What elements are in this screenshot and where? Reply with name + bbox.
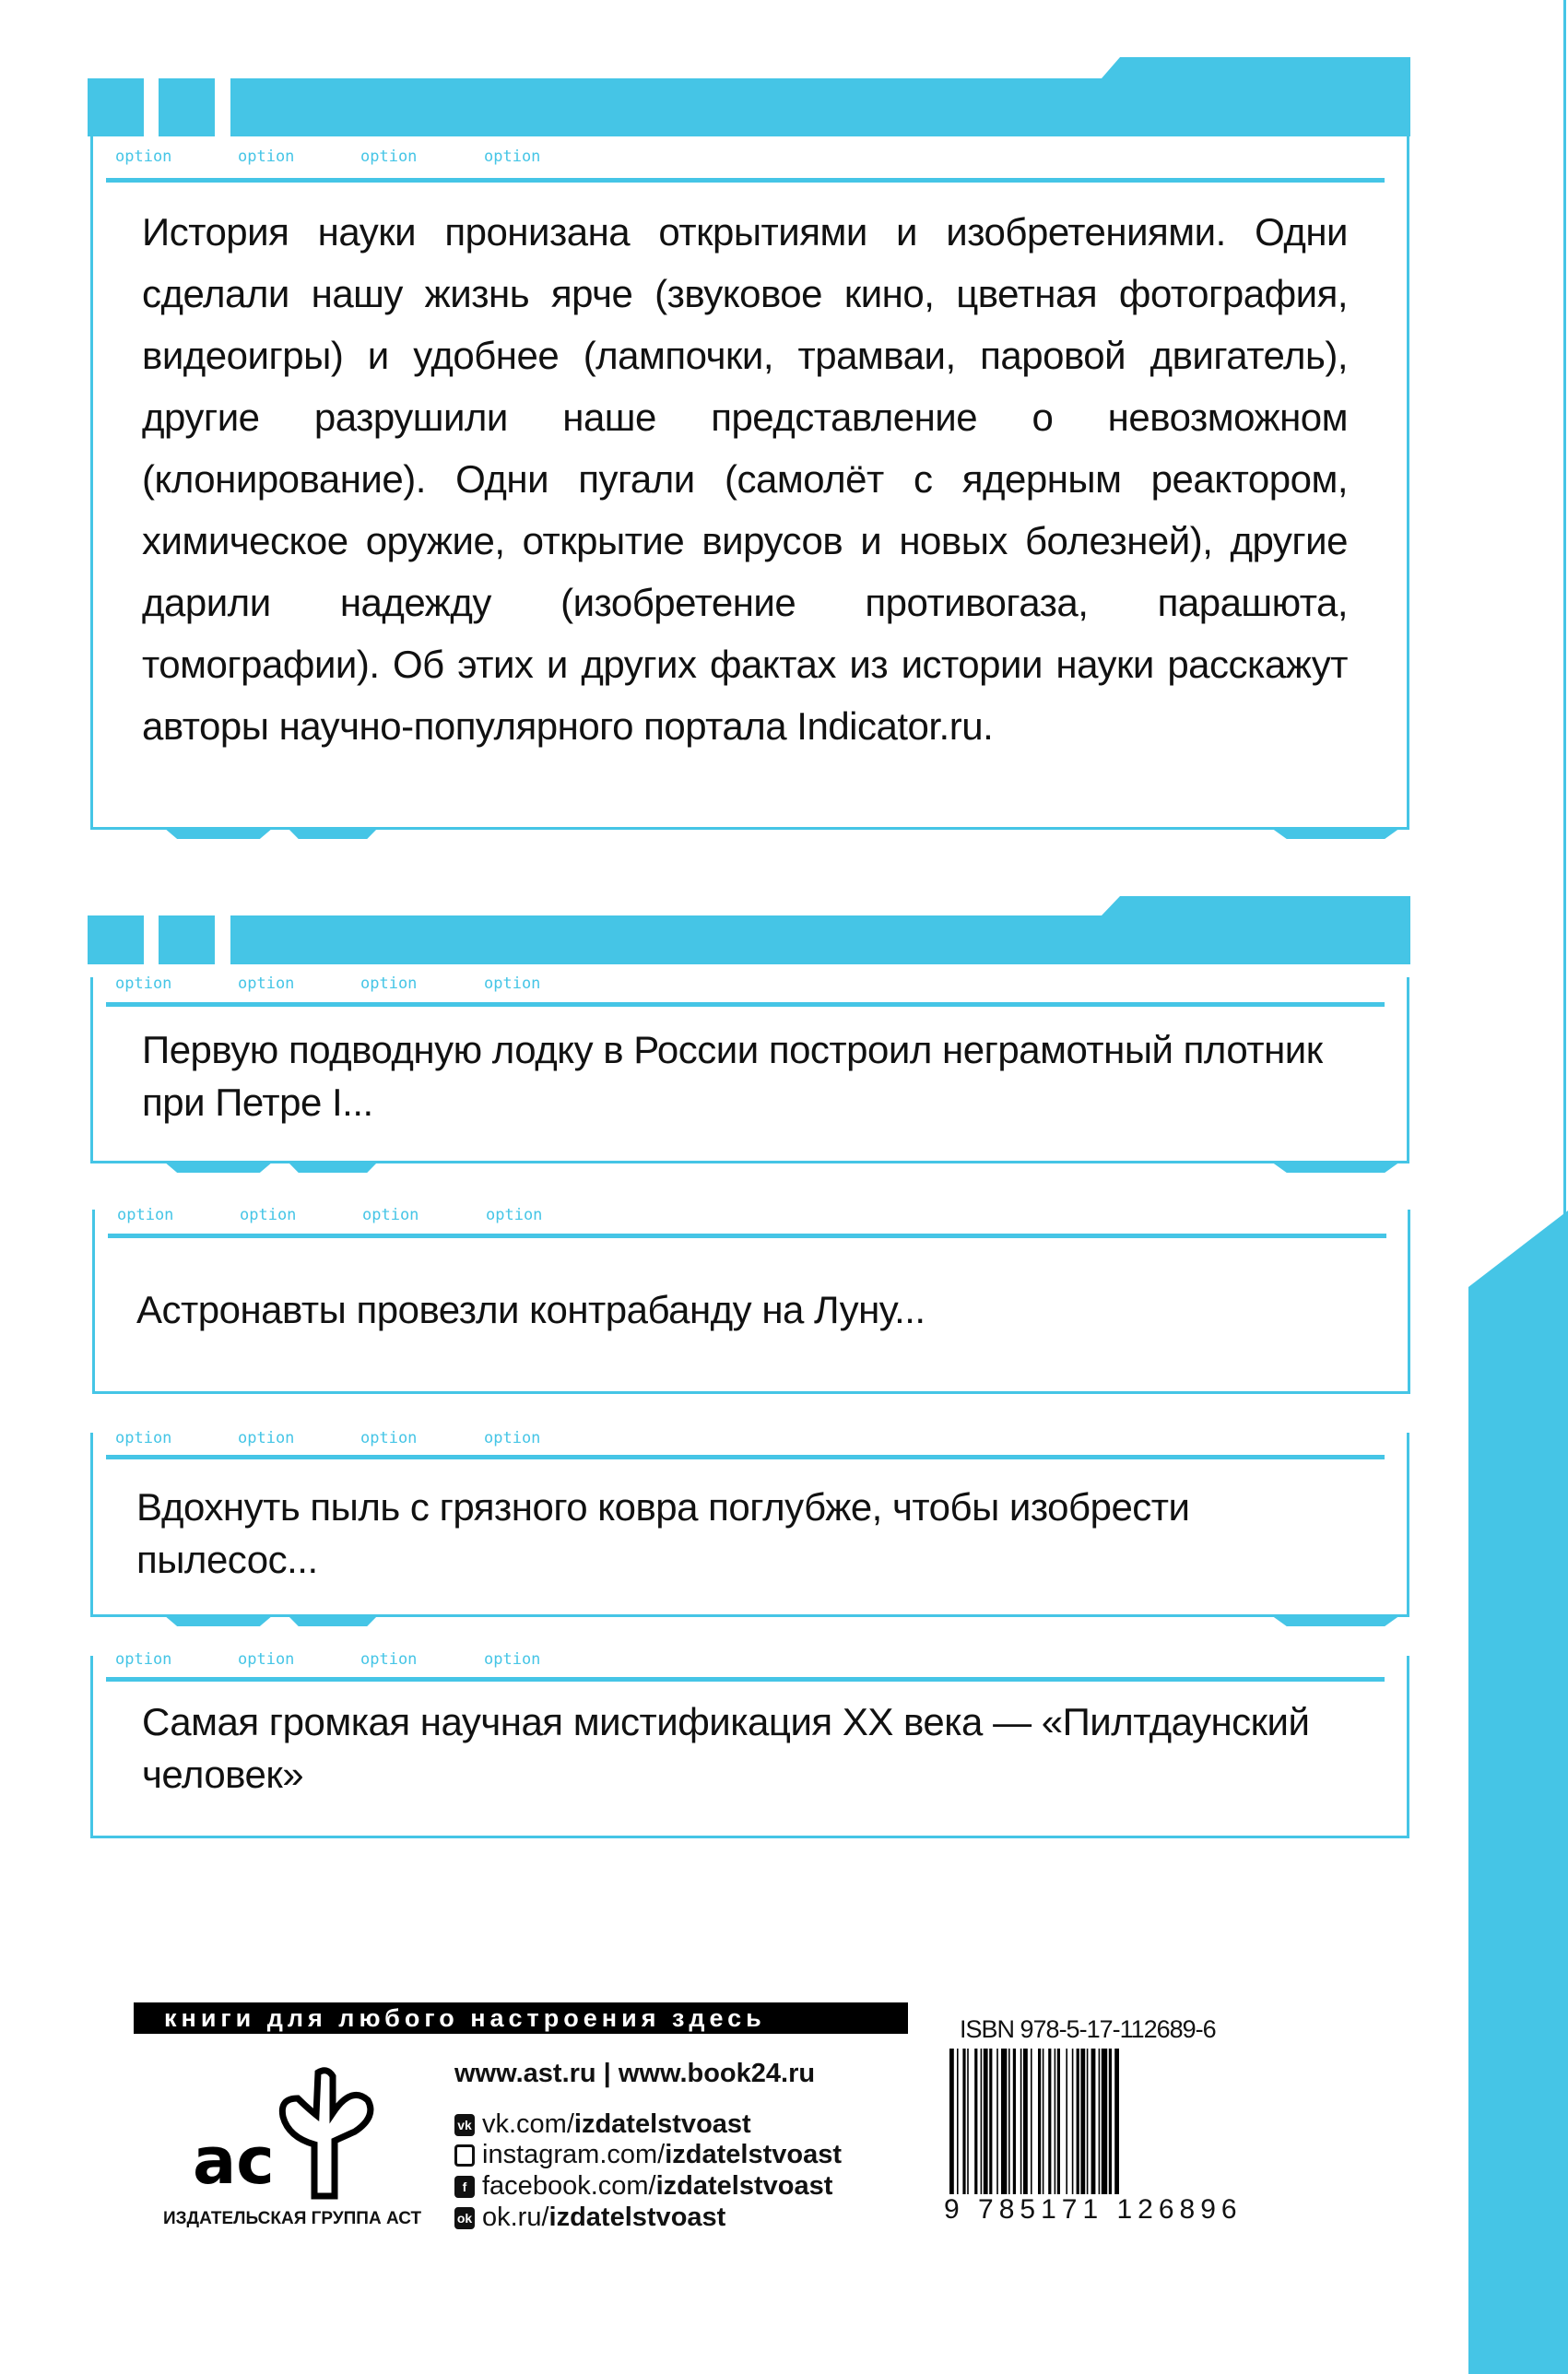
barcode-bar	[1080, 2049, 1085, 2205]
barcode-bar	[984, 2049, 988, 2205]
tab-decoration	[164, 1162, 273, 1173]
barcode-bar	[962, 2049, 965, 2205]
option-tab[interactable]: option	[360, 1650, 418, 1669]
barcode-bar	[996, 2049, 998, 2205]
header-bar	[230, 57, 1410, 136]
logo-text: ac	[193, 2123, 275, 2199]
option-tab[interactable]: option	[484, 1429, 541, 1447]
fact-text: Самая громкая научная мистификация XX века — «Пилтдаунский человек»	[142, 1700, 1310, 1796]
barcode-bar	[957, 2049, 959, 2205]
link-prefix: vk.com/	[482, 2109, 574, 2139]
barcode-bar	[1055, 2049, 1056, 2205]
option-tab[interactable]: option	[360, 974, 418, 993]
barcode-bar	[967, 2049, 969, 2205]
tab-decoration	[1271, 1162, 1400, 1173]
barcode-bar	[1109, 2049, 1112, 2205]
barcode-bar	[1023, 2049, 1028, 2205]
instagram-icon: ◎	[454, 2144, 475, 2167]
fact-text: Вдохнуть пыль с грязного ковра поглубже, чтобы изобрести пылесос...	[136, 1485, 1190, 1581]
header-bar	[230, 896, 1410, 964]
fact-text: Первую подводную лодку в России построил неграмотный плотник при Петре I...	[142, 1028, 1323, 1124]
link-handle: izdatelstvoast	[573, 2109, 751, 2139]
barcode-bar	[1102, 2049, 1107, 2205]
barcode-bar	[1077, 2049, 1079, 2205]
link-prefix: instagram.com/	[482, 2140, 666, 2169]
option-tab[interactable]: option	[362, 1206, 419, 1224]
barcode-bar	[1043, 2049, 1044, 2205]
barcode-bar	[1087, 2049, 1089, 2205]
barcode-bar	[1008, 2049, 1010, 2205]
tab-decoration	[288, 1162, 378, 1173]
barcode-bar	[1057, 2049, 1060, 2205]
option-tab[interactable]: option	[484, 148, 541, 166]
link-prefix: facebook.com/	[482, 2171, 656, 2201]
barcode-bar	[1099, 2049, 1101, 2205]
option-tab[interactable]: option	[486, 1206, 543, 1224]
facebook-icon: f	[454, 2176, 475, 2198]
option-tab[interactable]: option	[238, 148, 295, 166]
intro-text: История науки пронизана открытиями и изобретениями. Одни сделали нашу жизнь ярче (звуковое кино, цветная фотография, видеоигры) и удобнее (лампочки, трамваи, паровой двигатель), другие разрушили наше представление о невозможном (клонирование). Одни пугали (самолёт с ядерным реактором, химическое оружие, открытие вирусов и новых болезней), другие дарили надежду (изобретение противогаза, парашюта, томографии). Об этих и других фактах из истории науки расскажут авторы научно-популярного портала Indicator.ru.	[142, 210, 1348, 748]
option-tab[interactable]: option	[115, 148, 172, 166]
barcode-bar	[1048, 2049, 1051, 2205]
option-tab[interactable]: option	[484, 974, 541, 993]
barcode-bar	[1020, 2049, 1022, 2205]
barcode-bar	[1031, 2049, 1032, 2205]
ok-icon: ok	[454, 2207, 475, 2229]
header-block	[88, 78, 144, 136]
tab-decoration	[288, 1615, 378, 1626]
barcode-bar	[1013, 2049, 1016, 2205]
barcode-bar	[1091, 2049, 1096, 2205]
option-tab[interactable]: option	[115, 974, 172, 993]
header-block	[159, 915, 215, 964]
option-tab[interactable]: option	[360, 148, 418, 166]
option-tab[interactable]: option	[484, 1650, 541, 1669]
barcode	[946, 2049, 1232, 2210]
barcode-bar	[1001, 2049, 1007, 2205]
link-prefix: ok.ru/	[482, 2203, 549, 2232]
side-line	[1563, 0, 1566, 1217]
publisher-name: ИЗДАТЕЛЬСКАЯ ГРУППА АСТ	[163, 2209, 422, 2228]
barcode-bar	[949, 2049, 954, 2205]
tab-decoration	[1271, 828, 1400, 839]
barcode-bar	[1114, 2049, 1119, 2205]
header-block	[159, 78, 215, 136]
option-tab[interactable]: option	[240, 1206, 297, 1224]
isbn: ISBN 978-5-17-112689-6	[960, 2015, 1216, 2043]
barcode-digits: 9 785171 126896	[944, 2194, 1243, 2225]
option-tab[interactable]: option	[360, 1429, 418, 1447]
tab-decoration	[164, 1615, 273, 1626]
barcode-bar	[1038, 2049, 1041, 2205]
option-tab[interactable]: option	[238, 1650, 295, 1669]
barcode-bar	[989, 2049, 992, 2205]
fact-text: Астронавты провезли контрабанду на Луну...	[136, 1288, 925, 1331]
slogan: книги для любого настроения здесь	[164, 2004, 766, 2032]
barcode-bar	[974, 2049, 977, 2205]
side-decoration	[1468, 1211, 1568, 2374]
option-tab[interactable]: option	[115, 1650, 172, 1669]
social-link-facebook[interactable]	[454, 2171, 832, 2202]
social-link-instagram[interactable]	[454, 2140, 842, 2170]
social-link-ok[interactable]	[454, 2203, 725, 2233]
tab-decoration	[1271, 1615, 1400, 1626]
option-tab[interactable]: option	[238, 1429, 295, 1447]
barcode-bar	[1066, 2049, 1067, 2205]
header-block	[88, 915, 144, 964]
vk-icon: vk	[454, 2114, 475, 2136]
websites[interactable]: www.ast.ru | www.book24.ru	[454, 2059, 816, 2088]
option-tab[interactable]: option	[115, 1429, 172, 1447]
tab-decoration	[164, 828, 273, 839]
option-tab[interactable]: option	[238, 974, 295, 993]
option-tab[interactable]: option	[117, 1206, 174, 1224]
link-handle: izdatelstvoast	[665, 2140, 843, 2169]
tab-decoration	[288, 828, 378, 839]
link-handle: izdatelstvoast	[655, 2171, 833, 2201]
barcode-bar	[981, 2049, 983, 2205]
link-handle: izdatelstvoast	[548, 2203, 726, 2232]
social-link-vk[interactable]	[454, 2109, 751, 2140]
barcode-bar	[1072, 2049, 1074, 2205]
publisher-logo	[189, 2065, 383, 2203]
